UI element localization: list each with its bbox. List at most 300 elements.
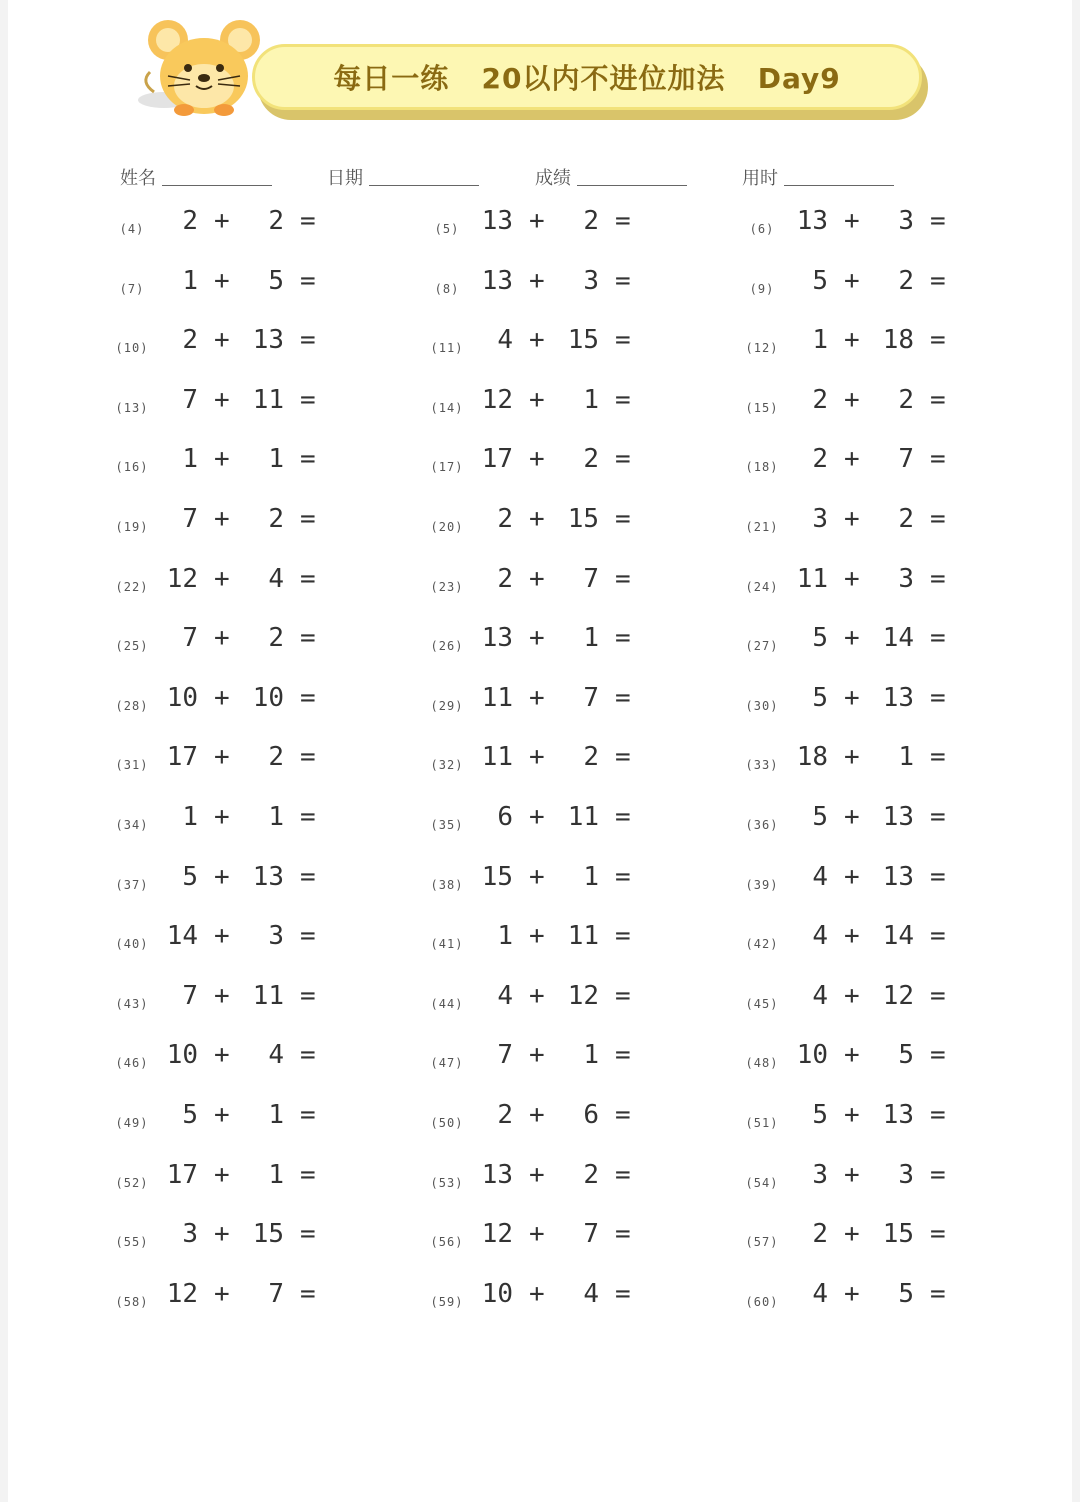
problem-number: (38) [430, 877, 464, 892]
time-used-label: 用时 [742, 168, 778, 189]
page-title: 每日一练 20以内不进位加法 Day9 [333, 62, 841, 95]
problem-number: (59) [430, 1294, 464, 1309]
plus-sign: + [844, 1100, 860, 1130]
addend-a: 11 [796, 563, 828, 594]
plus-sign: + [844, 980, 860, 1011]
addend-a: 7 [497, 1040, 513, 1071]
addend-b: 13 [882, 802, 914, 832]
problem-number: (48) [745, 1056, 779, 1071]
problem-number: (13) [115, 400, 149, 415]
problem-number: (22) [115, 579, 149, 594]
addend-a: 7 [182, 980, 198, 1011]
addend-b: 1 [268, 802, 284, 832]
addend-b: 13 [252, 861, 284, 892]
equals-sign: = [300, 265, 316, 296]
equals-sign: = [300, 742, 316, 773]
plus-sign: + [529, 742, 545, 773]
problem-item [429, 1160, 729, 1200]
problem-item [114, 802, 414, 842]
time-used-blank-line[interactable] [784, 184, 894, 186]
problem-item [429, 802, 729, 842]
problem-item [429, 1219, 729, 1259]
addend-b: 12 [567, 980, 599, 1011]
addend-a: 17 [166, 742, 198, 773]
problem-number: (27) [745, 639, 779, 654]
problem-item [744, 981, 1044, 1021]
addend-a: 4 [812, 921, 828, 952]
addend-b: 14 [882, 921, 914, 952]
equals-sign: = [300, 1100, 316, 1130]
addend-a: 1 [182, 802, 198, 832]
addend-a: 7 [182, 384, 198, 415]
problem-number: (40) [115, 937, 149, 952]
addend-b: 2 [268, 206, 284, 236]
equals-sign: = [615, 444, 631, 475]
equals-sign: = [930, 384, 946, 415]
mouse-mascot-icon [134, 14, 264, 120]
addend-a: 3 [812, 504, 828, 534]
problem-number: (44) [430, 996, 464, 1011]
problem-number: (49) [115, 1116, 149, 1130]
addend-b: 2 [898, 384, 914, 415]
name-blank-line[interactable] [162, 184, 272, 186]
name-label: 姓名 [120, 168, 156, 189]
problem-number: (57) [745, 1235, 779, 1250]
addend-a: 2 [182, 325, 198, 356]
plus-sign: + [844, 504, 860, 534]
problem-item [114, 266, 414, 306]
equals-sign: = [930, 1278, 946, 1309]
equals-sign: = [930, 504, 946, 534]
problem-item [114, 385, 414, 425]
problem-item [429, 385, 729, 425]
addend-b: 5 [898, 1040, 914, 1071]
plus-sign: + [529, 504, 545, 534]
addend-a: 13 [481, 623, 513, 654]
plus-sign: + [529, 1219, 545, 1250]
equals-sign: = [300, 921, 316, 952]
addend-a: 2 [497, 563, 513, 594]
problem-number: (34) [115, 818, 149, 832]
problem-number: (16) [115, 460, 149, 475]
addend-b: 3 [898, 206, 914, 236]
problem-item [744, 1100, 1044, 1140]
equals-sign: = [930, 265, 946, 296]
problem-number: (29) [430, 698, 464, 713]
addend-b: 2 [583, 1159, 599, 1190]
name-field[interactable] [120, 164, 272, 190]
equals-sign: = [615, 802, 631, 832]
problem-item [114, 444, 414, 484]
equals-sign: = [615, 1278, 631, 1309]
equals-sign: = [300, 504, 316, 534]
problem-number: (53) [430, 1175, 464, 1190]
equals-sign: = [930, 1219, 946, 1250]
plus-sign: + [214, 1278, 230, 1309]
addend-b: 1 [583, 384, 599, 415]
problem-number: (45) [745, 996, 779, 1011]
plus-sign: + [529, 563, 545, 594]
equals-sign: = [615, 623, 631, 654]
plus-sign: + [844, 384, 860, 415]
problem-item [114, 325, 414, 365]
addend-b: 7 [898, 444, 914, 475]
plus-sign: + [529, 1159, 545, 1190]
addend-a: 6 [497, 802, 513, 832]
plus-sign: + [844, 265, 860, 296]
plus-sign: + [214, 206, 230, 236]
addend-b: 7 [583, 563, 599, 594]
problem-number: (26) [430, 639, 464, 654]
problem-item [429, 1040, 729, 1080]
addend-b: 13 [882, 1100, 914, 1130]
problem-number: (54) [745, 1175, 779, 1190]
equals-sign: = [300, 1040, 316, 1071]
addend-b: 12 [882, 980, 914, 1011]
plus-sign: + [844, 623, 860, 654]
addend-a: 3 [812, 1159, 828, 1190]
equals-sign: = [615, 742, 631, 773]
equals-sign: = [930, 623, 946, 654]
problem-item [429, 742, 729, 782]
problem-item [744, 1219, 1044, 1259]
problem-number: (24) [745, 579, 779, 594]
equals-sign: = [615, 682, 631, 713]
plus-sign: + [214, 802, 230, 832]
addend-b: 7 [583, 1219, 599, 1250]
addend-a: 2 [812, 1219, 828, 1250]
problem-item [744, 266, 1044, 306]
problem-number: (55) [115, 1235, 149, 1250]
addend-b: 5 [898, 1278, 914, 1309]
problem-item [744, 1040, 1044, 1080]
addend-b: 2 [583, 742, 599, 773]
addend-b: 1 [268, 444, 284, 475]
problem-number: (14) [430, 400, 464, 415]
plus-sign: + [844, 1278, 860, 1309]
addend-a: 13 [481, 265, 513, 296]
equals-sign: = [300, 444, 316, 475]
addend-b: 11 [252, 980, 284, 1011]
equals-sign: = [300, 325, 316, 356]
addend-a: 2 [497, 504, 513, 534]
addend-b: 3 [583, 265, 599, 296]
plus-sign: + [529, 1100, 545, 1130]
problem-number: (35) [430, 818, 464, 832]
problem-item [114, 1100, 414, 1140]
equals-sign: = [930, 742, 946, 773]
problem-item [429, 444, 729, 484]
problem-number: (32) [430, 758, 464, 773]
equals-sign: = [615, 1100, 631, 1130]
addend-a: 13 [796, 206, 828, 236]
equals-sign: = [300, 682, 316, 713]
addend-b: 1 [268, 1159, 284, 1190]
problem-number: (4) [119, 222, 145, 236]
problem-item [744, 564, 1044, 604]
equals-sign: = [300, 802, 316, 832]
addend-b: 7 [583, 682, 599, 713]
problem-number: (43) [115, 996, 149, 1011]
problem-number: (28) [115, 698, 149, 713]
addend-b: 1 [583, 861, 599, 892]
addend-a: 13 [481, 206, 513, 236]
equals-sign: = [300, 1219, 316, 1250]
problem-item [744, 1160, 1044, 1200]
problem-number: (36) [745, 818, 779, 832]
plus-sign: + [529, 325, 545, 356]
info-row [120, 164, 950, 194]
equals-sign: = [930, 1040, 946, 1071]
equals-sign: = [930, 563, 946, 594]
equals-sign: = [930, 921, 946, 952]
addend-b: 2 [268, 623, 284, 654]
plus-sign: + [844, 802, 860, 832]
problem-item [744, 385, 1044, 425]
equals-sign: = [300, 563, 316, 594]
addend-b: 4 [268, 563, 284, 594]
problem-number: (5) [434, 222, 460, 236]
addend-b: 2 [898, 504, 914, 534]
equals-sign: = [615, 1040, 631, 1071]
equals-sign: = [615, 265, 631, 296]
addend-b: 13 [252, 325, 284, 356]
problem-item [429, 623, 729, 663]
addend-a: 4 [812, 861, 828, 892]
equals-sign: = [930, 325, 946, 356]
equals-sign: = [930, 980, 946, 1011]
addend-b: 6 [583, 1100, 599, 1130]
plus-sign: + [214, 1219, 230, 1250]
addend-a: 4 [497, 325, 513, 356]
time-used-field[interactable] [742, 164, 894, 190]
worksheet-page [8, 0, 1072, 1502]
addend-b: 15 [882, 1219, 914, 1250]
problem-item [114, 1219, 414, 1259]
equals-sign: = [930, 1100, 946, 1130]
addend-a: 5 [812, 682, 828, 713]
addend-a: 12 [481, 1219, 513, 1250]
addend-b: 15 [567, 325, 599, 356]
problem-item [114, 981, 414, 1021]
problem-item [429, 683, 729, 723]
equals-sign: = [615, 563, 631, 594]
addend-b: 3 [898, 563, 914, 594]
plus-sign: + [529, 861, 545, 892]
addend-a: 1 [812, 325, 828, 356]
addend-b: 15 [252, 1219, 284, 1250]
plus-sign: + [529, 384, 545, 415]
date-field[interactable] [327, 164, 479, 190]
equals-sign: = [615, 861, 631, 892]
equals-sign: = [300, 623, 316, 654]
banner-body [252, 44, 922, 110]
plus-sign: + [214, 504, 230, 534]
problem-number: (18) [745, 460, 779, 475]
addend-b: 7 [268, 1278, 284, 1309]
score-field[interactable] [535, 164, 687, 190]
addend-a: 12 [166, 1278, 198, 1309]
addend-a: 4 [812, 1278, 828, 1309]
plus-sign: + [844, 206, 860, 236]
plus-sign: + [214, 980, 230, 1011]
addend-a: 4 [497, 980, 513, 1011]
equals-sign: = [615, 921, 631, 952]
problem-item [114, 1040, 414, 1080]
problem-item [744, 802, 1044, 842]
addend-a: 2 [812, 444, 828, 475]
plus-sign: + [844, 444, 860, 475]
problem-number: (41) [430, 937, 464, 952]
problem-number: (21) [745, 520, 779, 534]
problem-item [114, 921, 414, 961]
plus-sign: + [529, 265, 545, 296]
problem-item [114, 206, 414, 246]
plus-sign: + [529, 1040, 545, 1071]
plus-sign: + [844, 1159, 860, 1190]
addend-b: 15 [567, 504, 599, 534]
addend-a: 15 [481, 861, 513, 892]
problem-item [744, 1279, 1044, 1319]
problem-number: (60) [745, 1294, 779, 1309]
plus-sign: + [844, 1219, 860, 1250]
addend-a: 5 [182, 1100, 198, 1130]
plus-sign: + [529, 206, 545, 236]
score-blank-line[interactable] [577, 184, 687, 186]
equals-sign: = [300, 861, 316, 892]
addend-b: 3 [268, 921, 284, 952]
addend-b: 4 [268, 1040, 284, 1071]
problem-number: (52) [115, 1175, 149, 1190]
addend-a: 10 [166, 682, 198, 713]
addend-b: 2 [898, 265, 914, 296]
addend-a: 2 [497, 1100, 513, 1130]
problem-number: (9) [749, 281, 775, 296]
addend-a: 17 [166, 1159, 198, 1190]
problem-item [744, 742, 1044, 782]
plus-sign: + [214, 265, 230, 296]
plus-sign: + [214, 1040, 230, 1071]
problem-item [744, 504, 1044, 544]
addend-b: 2 [268, 742, 284, 773]
problem-number: (39) [745, 877, 779, 892]
problem-item [114, 862, 414, 902]
addend-a: 5 [812, 623, 828, 654]
plus-sign: + [214, 1100, 230, 1130]
problem-item [429, 504, 729, 544]
equals-sign: = [615, 384, 631, 415]
plus-sign: + [214, 623, 230, 654]
addend-a: 11 [481, 682, 513, 713]
plus-sign: + [529, 623, 545, 654]
problem-number: (42) [745, 937, 779, 952]
plus-sign: + [214, 861, 230, 892]
addend-a: 5 [812, 802, 828, 832]
problem-number: (10) [115, 341, 149, 356]
problem-number: (11) [430, 341, 464, 356]
score-label: 成绩 [535, 168, 571, 189]
plus-sign: + [844, 1040, 860, 1071]
addend-a: 13 [481, 1159, 513, 1190]
problem-number: (51) [745, 1116, 779, 1130]
problem-number: (50) [430, 1116, 464, 1130]
problem-number: (56) [430, 1235, 464, 1250]
problem-item [429, 981, 729, 1021]
problem-item [429, 266, 729, 306]
problem-item [744, 683, 1044, 723]
problem-number: (37) [115, 877, 149, 892]
plus-sign: + [214, 325, 230, 356]
problem-item [744, 921, 1044, 961]
problem-item [114, 623, 414, 663]
plus-sign: + [844, 325, 860, 356]
addend-a: 1 [497, 921, 513, 952]
addend-a: 18 [796, 742, 828, 773]
plus-sign: + [214, 742, 230, 773]
problem-item [429, 206, 729, 246]
addend-b: 3 [898, 1159, 914, 1190]
addend-b: 1 [268, 1100, 284, 1130]
equals-sign: = [615, 325, 631, 356]
plus-sign: + [214, 444, 230, 475]
equals-sign: = [300, 980, 316, 1011]
problem-item [114, 683, 414, 723]
date-label: 日期 [327, 168, 363, 189]
plus-sign: + [529, 980, 545, 1011]
equals-sign: = [930, 444, 946, 475]
equals-sign: = [300, 1159, 316, 1190]
addend-a: 10 [481, 1278, 513, 1309]
equals-sign: = [615, 206, 631, 236]
equals-sign: = [300, 206, 316, 236]
addend-b: 14 [882, 623, 914, 654]
plus-sign: + [214, 563, 230, 594]
equals-sign: = [300, 384, 316, 415]
addend-a: 2 [182, 206, 198, 236]
addend-b: 1 [583, 1040, 599, 1071]
addend-b: 10 [252, 682, 284, 713]
addend-b: 1 [898, 742, 914, 773]
plus-sign: + [214, 682, 230, 713]
addend-b: 5 [268, 265, 284, 296]
problem-item [429, 1100, 729, 1140]
problem-item [744, 862, 1044, 902]
addend-a: 12 [166, 563, 198, 594]
problem-item [114, 742, 414, 782]
addend-b: 13 [882, 861, 914, 892]
addend-a: 7 [182, 623, 198, 654]
equals-sign: = [615, 980, 631, 1011]
addend-b: 1 [583, 623, 599, 654]
addend-b: 11 [567, 921, 599, 952]
date-blank-line[interactable] [369, 184, 479, 186]
problem-item [429, 862, 729, 902]
addend-a: 7 [182, 504, 198, 534]
equals-sign: = [930, 206, 946, 236]
problem-item [744, 623, 1044, 663]
equals-sign: = [930, 682, 946, 713]
addend-a: 5 [812, 1100, 828, 1130]
problem-item [744, 444, 1044, 484]
plus-sign: + [529, 682, 545, 713]
problem-item [429, 1279, 729, 1319]
addend-a: 1 [182, 444, 198, 475]
problem-number: (23) [430, 579, 464, 594]
equals-sign: = [930, 1159, 946, 1190]
problem-item [744, 325, 1044, 365]
problem-number: (15) [745, 400, 779, 415]
equals-sign: = [930, 802, 946, 832]
